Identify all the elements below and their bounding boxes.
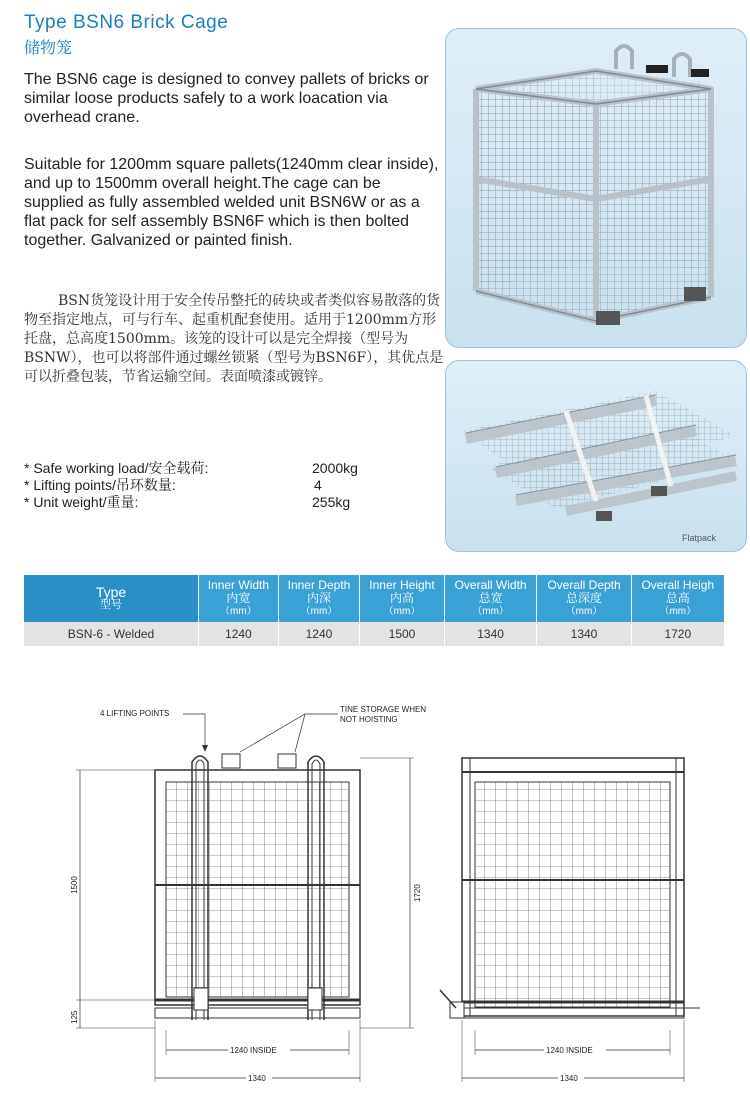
table-header-overall-height [631, 575, 724, 622]
header-unit: （mm） [472, 606, 509, 617]
dim-1500: 1500 [70, 876, 79, 894]
spec-label: * Unit weight/重量: [24, 494, 139, 510]
side-view [440, 758, 700, 1084]
photo-flatpack [445, 360, 747, 552]
description-paragraph-cn: BSN货笼设计用于安全传吊整托的砖块或者类似容易散落的货物至指定地点，可与行车、起重机配套使用。适用于1200mm方形托盘，总高度1500mm。该笼的设计可以是完全焊接（型号为BSNW），也可以将部件通过螺丝锁紧（型号为BSN6F），其优点是可以折叠包装，节省运输空间。表面喷漆或镀锌。 [24, 293, 444, 385]
table-header-inner-height [360, 575, 445, 622]
label-lifting-points: 4 LIFTING POINTS [100, 709, 170, 718]
description-paragraph-1: The BSN6 cage is designed to convey pallets of bricks or similar loose products safely to a work loacation via overhead crane. [24, 71, 429, 126]
header-en: Overall Width [454, 578, 527, 592]
flatpack-illustration [446, 361, 746, 551]
spec-row-load [24, 460, 394, 477]
table-header-inner-width [199, 575, 279, 622]
table-header-type [24, 575, 199, 622]
dim-1720: 1720 [413, 884, 422, 902]
header-unit: （mm） [659, 606, 697, 617]
dim-1240-inside-side: 1240 INSIDE [546, 1046, 593, 1055]
description-paragraph-2: Suitable for 1200mm square pallets(1240mm clear inside), and up to 1500mm overall height.The cage can be supplied as fully assembled welded unit BSN6W or as a flat pack for self assembly BSN6F which is then bolted together. Galvanized or painted finish. [24, 156, 439, 249]
table-header-overall-width [444, 575, 537, 622]
dim-1340-side: 1340 [560, 1074, 578, 1083]
header-cn: 内高 [389, 591, 414, 605]
table-cell-type: BSN-6 - Welded [24, 622, 199, 646]
header-en: Inner Width [207, 578, 270, 592]
table-row [24, 622, 724, 646]
dim-125: 125 [70, 1010, 79, 1024]
table-header-overall-depth [537, 575, 631, 622]
table-cell: 1500 [360, 622, 445, 646]
page-title: Type BSN6 Brick Cage [24, 12, 229, 33]
spec-value: 2000kg [312, 460, 358, 476]
header-en: Inner Depth [287, 578, 351, 592]
spec-row-lifting [24, 477, 394, 494]
table-cell: 1240 [278, 622, 359, 646]
table-header-inner-depth [278, 575, 359, 622]
table-cell: 1240 [199, 622, 279, 646]
header-en: Inner Height [369, 578, 435, 592]
spec-row-weight [24, 494, 394, 511]
table-cell: 1340 [444, 622, 537, 646]
header-en: Type [95, 583, 127, 600]
technical-drawing [0, 690, 750, 1095]
header-cn: 内深 [306, 591, 331, 605]
header-cn: 总深度 [566, 591, 603, 605]
spec-value: 255kg [312, 494, 351, 510]
table-cell: 1340 [537, 622, 631, 646]
header-unit: （mm） [300, 606, 338, 617]
dim-1240-inside-front: 1240 INSIDE [230, 1046, 277, 1055]
cage-illustration [446, 29, 746, 347]
header-cn: 内宽 [226, 591, 251, 605]
spec-label: * Safe working load/安全载荷: [24, 460, 209, 476]
front-view [70, 705, 426, 1084]
flatpack-caption: Flatpack [681, 533, 716, 543]
header-cn: 型号 [100, 598, 122, 611]
spec-value: 4 [314, 477, 322, 493]
header-cn: 总高 [665, 591, 690, 605]
label-tine-storage-2: NOT HOISTING [340, 715, 398, 724]
photo-assembled-cage [445, 28, 747, 348]
header-unit: （mm） [565, 606, 603, 617]
dim-1340-front: 1340 [248, 1074, 266, 1083]
spec-label: * Lifting points/吊环数量: [24, 477, 176, 493]
page-subtitle: 储物笼 [24, 40, 73, 57]
spec-list [24, 460, 394, 511]
header-en: Overall Depth [547, 578, 621, 592]
label-tine-storage-1: TINE STORAGE WHEN [340, 705, 427, 714]
header-unit: （mm） [220, 606, 257, 617]
table-cell: 1720 [631, 622, 724, 646]
header-en: Overall Heigh [641, 578, 715, 592]
header-cn: 总宽 [478, 591, 503, 605]
dimension-table [24, 575, 724, 646]
table-header-row [24, 575, 724, 622]
header-unit: （mm） [383, 606, 421, 617]
